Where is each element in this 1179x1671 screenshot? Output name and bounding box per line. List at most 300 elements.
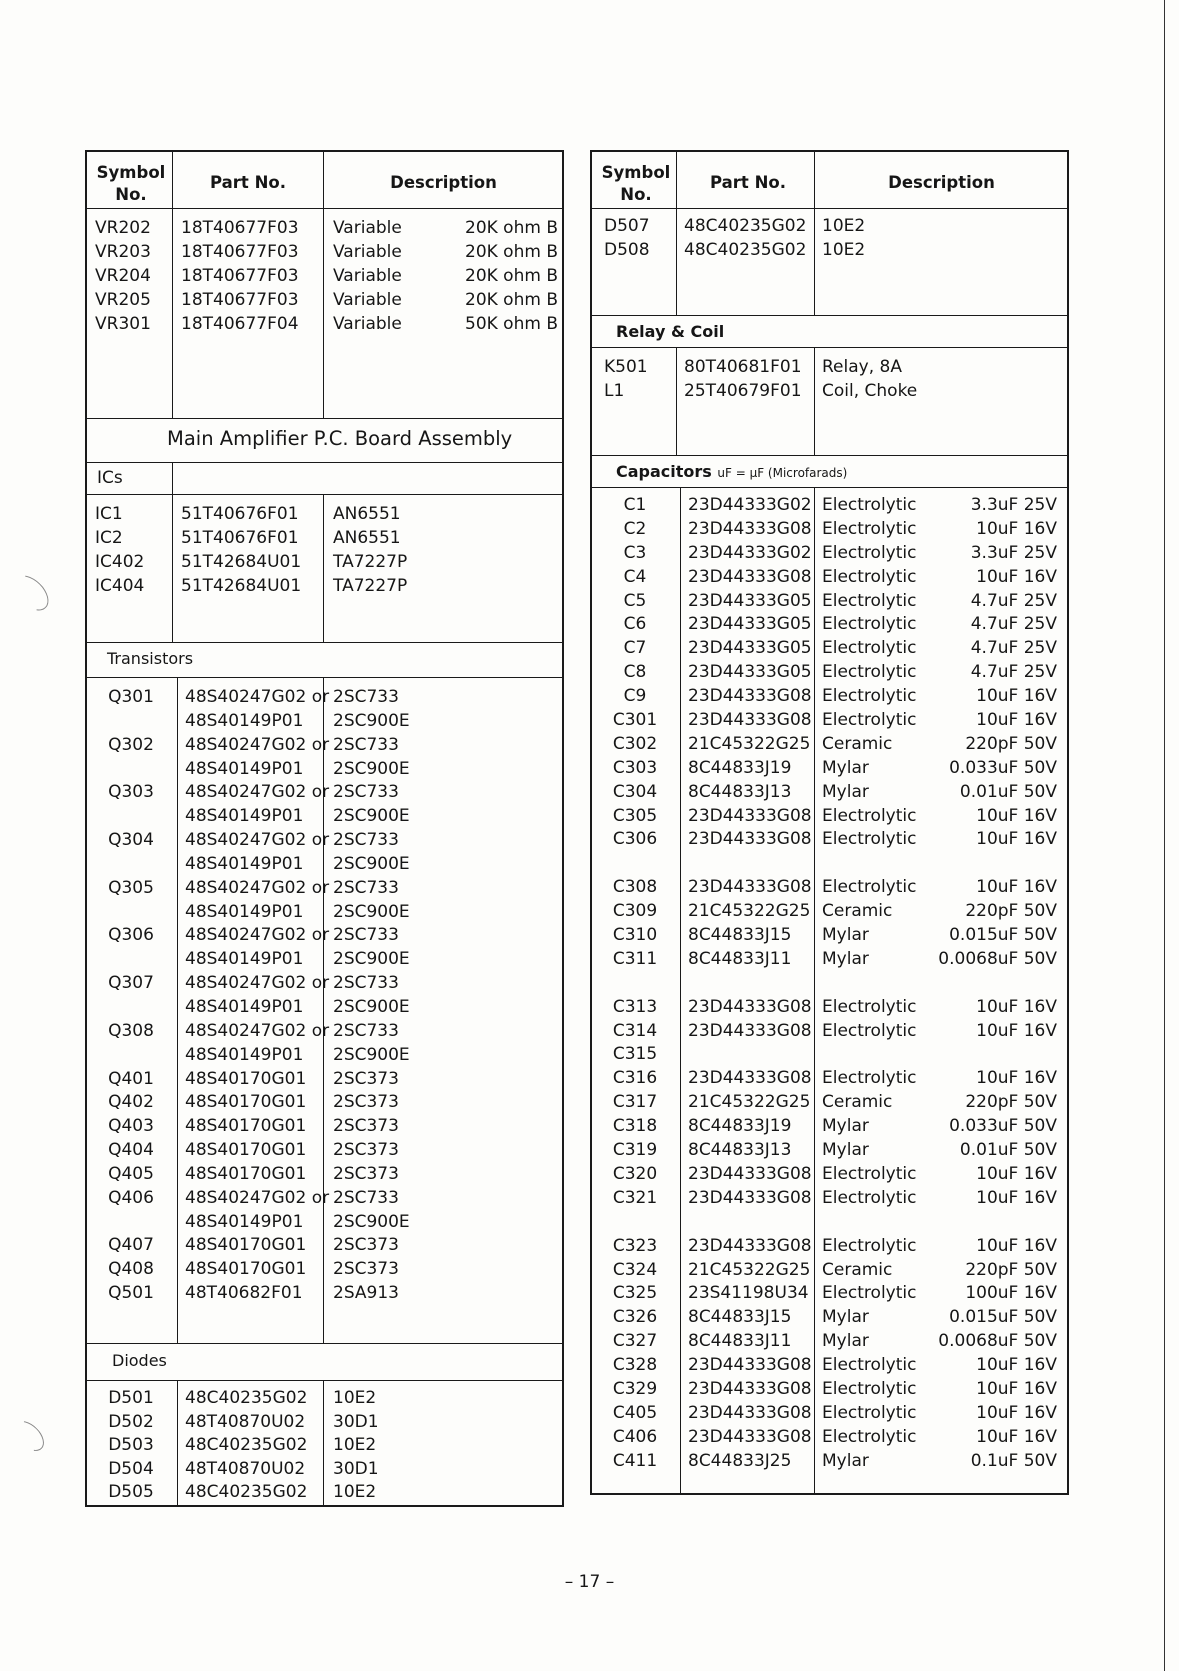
cell-symbol: C310: [612, 925, 658, 946]
cell-symbol: C6: [623, 614, 647, 635]
table-row: [87, 1457, 562, 1481]
table-row: [592, 1353, 1067, 1377]
cell-symbol: C316: [612, 1068, 658, 1089]
cell-part: 48S40149P01: [185, 949, 304, 970]
table-row: [87, 1210, 562, 1234]
cell-symbol: Q408: [108, 1259, 154, 1280]
cell-part: 8C44833J19: [688, 1116, 792, 1137]
cell-symbol: VR202: [95, 218, 151, 238]
divider: [87, 1380, 562, 1381]
table-row: [592, 804, 1067, 828]
cell-value: 220pF 50V: [965, 1259, 1057, 1280]
table-row: [87, 1114, 562, 1138]
cell-value: 3.3uF 25V: [970, 542, 1057, 563]
table-row: [592, 517, 1067, 541]
cell-desc: 10E2: [822, 240, 866, 260]
cell-symbol: C313: [612, 996, 658, 1017]
cell-desc: 2SC900E: [333, 853, 410, 874]
cell-value: 0.033uF 50V: [949, 757, 1057, 778]
cell-part: 48S40170G01: [185, 1116, 307, 1137]
capacitor-rows: [592, 493, 1067, 1473]
cell-desc: Mylar: [822, 1331, 869, 1352]
table-row: [592, 899, 1067, 923]
cell-desc: Variable: [333, 290, 402, 310]
cell-part: 8C44833J15: [688, 925, 792, 946]
cell-desc: Ceramic: [822, 1259, 893, 1280]
table-row: [592, 1258, 1067, 1282]
cell-desc: 30D1: [333, 1458, 379, 1479]
cell-value: 10uF 16V: [976, 1402, 1057, 1423]
cell-symbol: C315: [612, 1044, 658, 1065]
cell-symbol: VR301: [95, 314, 151, 334]
cell-symbol: C326: [612, 1307, 658, 1328]
cell-part: 18T40677F04: [181, 314, 299, 334]
table-row: [87, 923, 562, 947]
cell-symbol: IC2: [95, 528, 123, 548]
cell-value: 10uF 16V: [976, 1020, 1057, 1041]
cell-part: 25T40679F01: [684, 381, 802, 401]
table-row: [592, 923, 1067, 947]
table-row: [87, 1019, 562, 1043]
table-row: [87, 1090, 562, 1114]
cell-part: 51T40676F01: [181, 528, 299, 548]
transistors-section-title: Transistors: [107, 649, 194, 668]
cell-desc: Electrolytic: [822, 710, 917, 731]
cell-desc: 2SC900E: [333, 996, 410, 1017]
header-part-no: Part No.: [710, 173, 786, 192]
cell-desc: Electrolytic: [822, 1020, 917, 1041]
table-row: [87, 733, 562, 757]
right-parts-table: [590, 150, 1069, 1495]
cell-value: 0.01uF 50V: [959, 1140, 1057, 1161]
table-row: [592, 708, 1067, 732]
cell-value: 220pF 50V: [965, 1092, 1057, 1113]
cell-desc: Electrolytic: [822, 1187, 917, 1208]
cell-desc: Electrolytic: [822, 1355, 917, 1376]
cell-symbol: C405: [612, 1402, 658, 1423]
cell-desc: Variable: [333, 242, 402, 262]
table-row: [87, 971, 562, 995]
cell-symbol: Q303: [108, 782, 154, 803]
cell-symbol: C329: [612, 1378, 658, 1399]
table-row: [87, 216, 562, 240]
cell-part: 23D44333G08: [688, 1235, 812, 1256]
right-diode-rows: [592, 214, 1067, 262]
cell-symbol: C3: [623, 542, 647, 563]
cell-value: 10uF 16V: [976, 877, 1057, 898]
cell-part: 23D44333G05: [688, 614, 812, 635]
cell-desc: Electrolytic: [822, 1235, 917, 1256]
cell-symbol: Q403: [108, 1116, 154, 1137]
table-row: [592, 379, 1067, 403]
cell-symbol: C301: [612, 710, 658, 731]
cell-symbol: C1: [623, 495, 647, 515]
cell-desc: Mylar: [822, 781, 869, 802]
table-row: [592, 995, 1067, 1019]
ic-rows: [87, 502, 562, 598]
cell-symbol: D503: [108, 1435, 154, 1455]
cell-part: 48C40235G02: [684, 216, 807, 236]
cell-symbol: C309: [612, 901, 658, 922]
cell-desc: Mylar: [822, 757, 869, 778]
table-row: [592, 780, 1067, 804]
cell-desc: 2SC373: [333, 1116, 399, 1137]
cell-symbol: C327: [612, 1331, 658, 1352]
cell-part: 48C40235G02: [185, 1435, 308, 1455]
cell-value: 0.015uF 50V: [949, 925, 1057, 946]
cell-desc: 2SC900E: [333, 758, 410, 779]
cell-part: 48S40170G01: [185, 1068, 307, 1089]
table-row: [87, 685, 562, 709]
cell-part: 48C40235G02: [684, 240, 807, 260]
table-row: [87, 1410, 562, 1434]
cell-desc: Electrolytic: [822, 686, 917, 707]
cell-desc: TA7227P: [333, 552, 408, 572]
divider: [87, 462, 562, 463]
cell-value: 100uF 16V: [965, 1283, 1057, 1304]
cell-symbol: Q405: [108, 1163, 154, 1184]
cell-desc: AN6551: [333, 504, 401, 524]
cell-part: 8C44833J13: [688, 781, 792, 802]
cell-symbol: Q304: [108, 830, 154, 851]
cell-part: 48S40170G01: [185, 1163, 307, 1184]
cell-part: 23D44333G08: [688, 1378, 812, 1399]
cell-value: 50K ohm B: [465, 314, 558, 334]
cell-symbol: Q501: [108, 1283, 154, 1304]
cell-desc: Electrolytic: [822, 1068, 917, 1089]
cell-symbol: C4: [623, 566, 647, 587]
cell-value: 0.0068uF 50V: [938, 1331, 1057, 1352]
cell-symbol: IC404: [95, 576, 145, 596]
cell-part: 23D44333G08: [688, 996, 812, 1017]
cell-part: 23D44333G08: [688, 566, 812, 587]
cell-part: 23D44333G08: [688, 710, 812, 731]
cell-desc: 2SC733: [333, 734, 399, 755]
punch-hole-mark: [7, 569, 55, 617]
cell-symbol: C324: [612, 1259, 658, 1280]
cell-desc: 2SC733: [333, 877, 399, 898]
cell-part: 48S40247G02 or: [185, 830, 330, 851]
cell-symbol: VR204: [95, 266, 151, 286]
cell-desc: 2SC373: [333, 1068, 399, 1089]
cell-value: 0.033uF 50V: [949, 1116, 1057, 1137]
cell-part: 48S40149P01: [185, 901, 304, 922]
cell-part: 23D44333G08: [688, 1020, 812, 1041]
cell-part: 23D44333G02: [688, 542, 812, 563]
cell-desc: Electrolytic: [822, 638, 917, 659]
capacitors-unit-note: uF = μF (Microfarads): [717, 466, 848, 480]
cell-symbol: C328: [612, 1355, 658, 1376]
divider: [592, 455, 1067, 456]
cell-symbol: C317: [612, 1092, 658, 1113]
table-row: [87, 709, 562, 733]
cell-part: 48S40247G02 or: [185, 973, 330, 994]
cell-desc: 10E2: [333, 1388, 377, 1408]
cell-part: 18T40677F03: [181, 290, 299, 310]
divider: [592, 315, 1067, 316]
cell-symbol: Q307: [108, 973, 154, 994]
assembly-title: Main Amplifier P.C. Board Assembly: [167, 427, 513, 450]
cell-desc: 2SC373: [333, 1092, 399, 1113]
table-row: [592, 1425, 1067, 1449]
cell-part: 48T40682F01: [185, 1283, 303, 1304]
punch-hole-mark: [8, 1415, 49, 1456]
cell-symbol: C305: [612, 805, 658, 826]
cell-part: 48S40149P01: [185, 1211, 304, 1232]
table-row: [87, 876, 562, 900]
cell-symbol: C303: [612, 757, 658, 778]
cell-desc: Mylar: [822, 1450, 869, 1471]
table-row: [592, 660, 1067, 684]
cell-part: 23D44333G08: [688, 1163, 812, 1184]
cell-symbol: Q401: [108, 1068, 154, 1089]
cell-part: 48S40170G01: [185, 1092, 307, 1113]
cell-desc: 2SC900E: [333, 949, 410, 970]
header-description: Description: [888, 173, 995, 192]
table-row: [592, 636, 1067, 660]
table-row: [87, 502, 562, 526]
cell-symbol: C5: [623, 590, 647, 611]
cell-desc: Ceramic: [822, 901, 893, 922]
cell-symbol: C411: [612, 1450, 658, 1471]
cell-value: 10uF 16V: [976, 805, 1057, 826]
table-row: [87, 264, 562, 288]
cell-part: 48S40247G02 or: [185, 1187, 330, 1208]
cell-symbol: IC402: [95, 552, 145, 572]
table-row: [592, 565, 1067, 589]
cell-symbol: D504: [108, 1458, 154, 1479]
cell-desc: Ceramic: [822, 1092, 893, 1113]
table-row: [592, 1234, 1067, 1258]
cell-desc: Mylar: [822, 925, 869, 946]
cell-desc: 2SC733: [333, 925, 399, 946]
cell-symbol: Q308: [108, 1020, 154, 1041]
table-row: [87, 288, 562, 312]
cell-desc: Electrolytic: [822, 590, 917, 611]
divider: [87, 208, 562, 209]
cell-desc: Mylar: [822, 1307, 869, 1328]
cell-symbol: Q402: [108, 1092, 154, 1113]
cell-symbol: L1: [604, 381, 625, 401]
header-description: Description: [390, 173, 497, 192]
cell-part: 48S40247G02 or: [185, 877, 330, 898]
cell-value: 10uF 16V: [976, 829, 1057, 850]
cell-desc: 2SA913: [333, 1283, 399, 1304]
cell-desc: Mylar: [822, 948, 869, 969]
ics-section-title: ICs: [97, 468, 123, 488]
cell-desc: Electrolytic: [822, 662, 917, 683]
cell-desc: Electrolytic: [822, 518, 917, 539]
cell-part: 21C45322G25: [688, 1092, 811, 1113]
cell-symbol: Q302: [108, 734, 154, 755]
cell-part: 23D44333G08: [688, 805, 812, 826]
cell-part: 23D44333G08: [688, 518, 812, 539]
transistor-rows: [87, 685, 562, 1305]
cell-value: 0.1uF 50V: [970, 1450, 1057, 1471]
cell-symbol: C2: [623, 518, 647, 539]
cell-desc: Relay, 8A: [822, 357, 902, 377]
cell-part: 48S40149P01: [185, 806, 304, 827]
cell-part: 23D44333G08: [688, 829, 812, 850]
cell-part: 23D44333G08: [688, 877, 812, 898]
page-edge-line: [1164, 0, 1165, 1671]
table-row: [592, 1186, 1067, 1210]
cell-part: 23D44333G05: [688, 662, 812, 683]
cell-value: 10uF 16V: [976, 1235, 1057, 1256]
cell-symbol: IC1: [95, 504, 123, 524]
cell-desc: 2SC733: [333, 1020, 399, 1041]
divider: [87, 494, 562, 495]
cell-value: 20K ohm B: [465, 242, 558, 262]
table-row: [592, 541, 1067, 565]
cell-desc: 2SC733: [333, 830, 399, 851]
table-row: [87, 1043, 562, 1067]
cell-part: 23D44333G05: [688, 638, 812, 659]
cell-part: 23D44333G02: [688, 495, 812, 515]
cell-desc: 10E2: [333, 1482, 377, 1502]
cell-desc: 2SC900E: [333, 1044, 410, 1065]
table-row: [87, 780, 562, 804]
cell-desc: 2SC373: [333, 1235, 399, 1256]
cell-part: 21C45322G25: [688, 733, 811, 754]
table-row: [87, 804, 562, 828]
cell-part: 8C44833J13: [688, 1140, 792, 1161]
cell-part: 8C44833J11: [688, 948, 792, 969]
divider: [87, 642, 562, 643]
table-row: [87, 757, 562, 781]
cell-desc: Electrolytic: [822, 1402, 917, 1423]
cell-symbol: Q305: [108, 877, 154, 898]
divider: [87, 1343, 562, 1344]
cell-part: 23D44333G08: [688, 1426, 812, 1447]
relay-rows: [592, 355, 1067, 403]
cell-symbol: C325: [612, 1283, 658, 1304]
table-row: [87, 852, 562, 876]
cell-value: 20K ohm B: [465, 266, 558, 286]
table-row: [592, 1329, 1067, 1353]
cell-desc: 10E2: [333, 1435, 377, 1455]
table-row: [87, 1162, 562, 1186]
cell-part: 48S40149P01: [185, 1044, 304, 1065]
cell-symbol: VR205: [95, 290, 151, 310]
cell-desc: 2SC373: [333, 1140, 399, 1161]
cell-part: 18T40677F03: [181, 242, 299, 262]
cell-part: 48C40235G02: [185, 1482, 308, 1502]
cell-desc: 2SC373: [333, 1163, 399, 1184]
cell-part: 48S40149P01: [185, 758, 304, 779]
cell-desc: Electrolytic: [822, 1378, 917, 1399]
cell-symbol: Q406: [108, 1187, 154, 1208]
table-row: [87, 240, 562, 264]
table-row: [592, 612, 1067, 636]
cell-part: 8C44833J15: [688, 1307, 792, 1328]
cell-value: 20K ohm B: [465, 218, 558, 238]
cell-part: 21C45322G25: [688, 1259, 811, 1280]
cell-symbol: C320: [612, 1163, 658, 1184]
cell-value: 220pF 50V: [965, 901, 1057, 922]
cell-desc: Coil, Choke: [822, 381, 918, 401]
cell-part: 80T40681F01: [684, 357, 802, 377]
cell-desc: 30D1: [333, 1411, 379, 1432]
table-row: [592, 684, 1067, 708]
table-row: [592, 851, 1067, 875]
diodes-section-title: Diodes: [112, 1351, 167, 1370]
cell-desc: Electrolytic: [822, 829, 917, 850]
cell-desc: Ceramic: [822, 733, 893, 754]
cell-symbol: C7: [623, 638, 647, 659]
cell-part: 23D44333G05: [688, 590, 812, 611]
cell-symbol: C314: [612, 1020, 658, 1041]
variable-resistor-rows: [87, 216, 562, 336]
cell-desc: 2SC733: [333, 687, 399, 707]
cell-part: 8C44833J25: [688, 1450, 792, 1471]
cell-value: 0.01uF 50V: [959, 781, 1057, 802]
relay-section-title: Relay & Coil: [616, 322, 725, 341]
cell-part: 48S40149P01: [185, 710, 304, 731]
cell-part: 23S41198U34: [688, 1283, 809, 1304]
table-row: [592, 1138, 1067, 1162]
cell-symbol: C318: [612, 1116, 658, 1137]
cell-desc: 2SC733: [333, 973, 399, 994]
cell-desc: 10E2: [822, 216, 866, 236]
cell-symbol: C308: [612, 877, 658, 898]
header-symbol: Symbol No.: [96, 163, 166, 204]
cell-value: 0.015uF 50V: [949, 1307, 1057, 1328]
table-row: [87, 1480, 562, 1504]
cell-desc: Electrolytic: [822, 996, 917, 1017]
cell-value: 220pF 50V: [965, 733, 1057, 754]
cell-part: 48S40247G02 or: [185, 925, 330, 946]
cell-part: 48C40235G02: [185, 1388, 308, 1408]
table-row: [87, 1281, 562, 1305]
cell-part: 48S40149P01: [185, 996, 304, 1017]
divider: [592, 347, 1067, 348]
table-row: [592, 875, 1067, 899]
cell-desc: Electrolytic: [822, 805, 917, 826]
cell-desc: Electrolytic: [822, 1283, 917, 1304]
cell-symbol: D502: [108, 1411, 154, 1432]
divider: [592, 487, 1067, 488]
cell-symbol: D508: [604, 240, 650, 260]
table-row: [592, 493, 1067, 517]
cell-part: 48S40170G01: [185, 1235, 307, 1256]
cell-symbol: C311: [612, 948, 658, 969]
cell-symbol: C306: [612, 829, 658, 850]
cell-symbol: C321: [612, 1187, 658, 1208]
table-row: [87, 550, 562, 574]
divider: [87, 677, 562, 678]
cell-desc: Electrolytic: [822, 495, 917, 515]
cell-part: 51T42684U01: [181, 552, 302, 572]
cell-symbol: VR203: [95, 242, 151, 262]
table-row: [87, 1067, 562, 1091]
cell-value: 10uF 16V: [976, 996, 1057, 1017]
header-part-no: Part No.: [210, 173, 286, 192]
cell-part: 18T40677F03: [181, 266, 299, 286]
cell-part: 23D44333G08: [688, 1068, 812, 1089]
table-row: [87, 574, 562, 598]
table-row: [87, 900, 562, 924]
table-row: [592, 827, 1067, 851]
table-row: [592, 355, 1067, 379]
cell-symbol: D507: [604, 216, 650, 236]
cell-desc: Mylar: [822, 1140, 869, 1161]
cell-desc: Mylar: [822, 1116, 869, 1137]
cell-part: 18T40677F03: [181, 218, 299, 238]
table-row: [87, 828, 562, 852]
cell-part: 48S40247G02 or: [185, 782, 330, 803]
cell-value: 10uF 16V: [976, 518, 1057, 539]
